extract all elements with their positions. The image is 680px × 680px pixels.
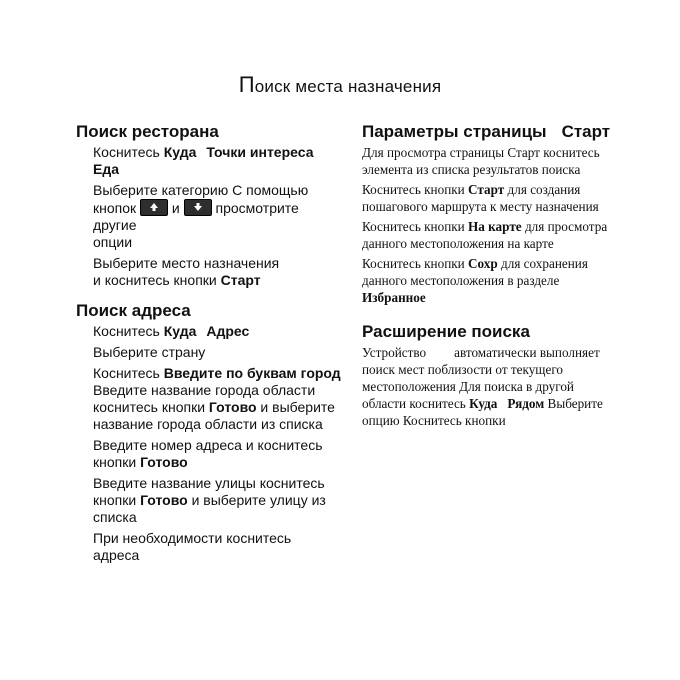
restaurant-step-1: Коснитесь Куда Точки интереса Еда [93, 144, 314, 177]
right-column [362, 122, 630, 432]
page-params-heading: Параметры страницы Старт [362, 122, 611, 141]
address-step-1: Коснитесь Куда Адрес [93, 323, 250, 339]
address-step-5: Введите название улицы коснитесь кнопки Готово и выберите улицу из списка [93, 475, 326, 525]
expand-paragraph: Устройство автоматически выполняет поиск мест поблизости от текущего местоположения Для поиска в другой области коснитесь Куда Рядом Выберите опцию Коснитесь кнопки [362, 345, 603, 428]
arrow-down-icon [184, 199, 212, 216]
address-step-4: Введите номер адреса и коснитесь кнопки Готово [93, 437, 323, 470]
address-step-6: При необходимости коснитесь адреса [93, 530, 292, 563]
address-heading: Поиск адреса [76, 301, 191, 320]
page-params-p2: Коснитесь кнопки Старт для создания пошагового маршрута к месту назначения [362, 182, 599, 214]
page-params-p4: Коснитесь кнопки Сохр для сохранения данного местоположения в разделе Избранное [362, 256, 588, 305]
page-title [0, 72, 680, 98]
restaurant-step-3: Выберите место назначения и коснитесь кнопки Старт [93, 255, 280, 288]
restaurant-heading: Поиск ресторана [76, 122, 219, 141]
page-title-rest: оиск места назначения [254, 77, 442, 96]
left-column [76, 122, 341, 568]
expand-heading: Расширение поиска [362, 322, 530, 341]
address-step-3: Коснитесь Введите по буквам город Введите название города области коснитесь кнопки Готово и выберите название города области из списка [93, 365, 341, 432]
address-step-2: Выберите страну [93, 344, 206, 360]
arrow-up-icon [140, 199, 168, 216]
page-title-initial: П [238, 72, 255, 97]
page-params-p1: Для просмотра страницы Старт коснитесь элемента из списка результатов поиска [362, 145, 600, 177]
restaurant-step-2: Выберите категорию С помощью кнопок и просмотрите другие опции [93, 182, 309, 250]
page-params-p3: Коснитесь кнопки На карте для просмотра данного местоположения на карте [362, 219, 608, 251]
